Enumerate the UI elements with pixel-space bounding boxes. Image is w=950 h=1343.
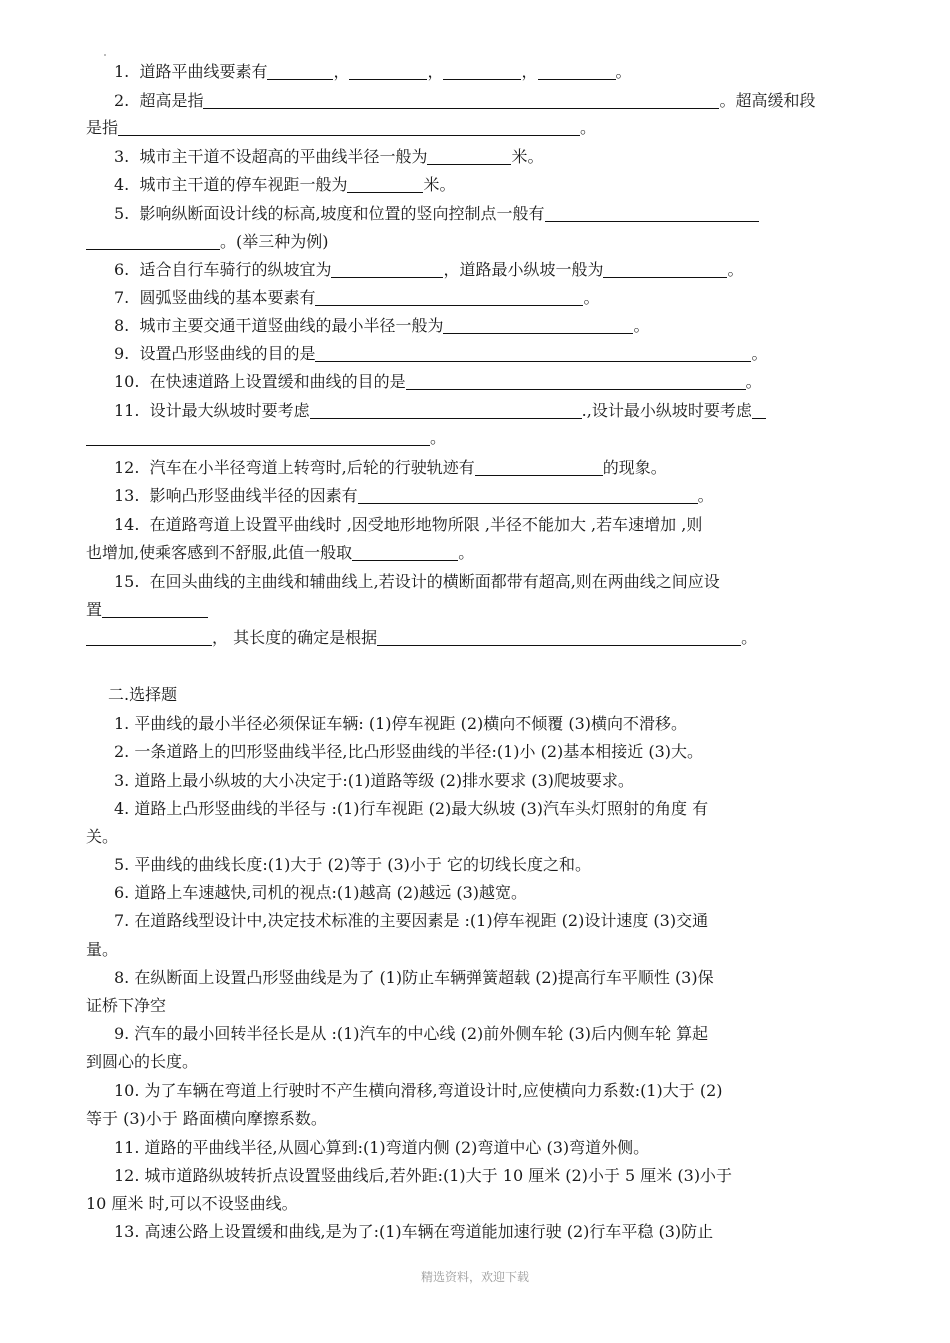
answer-blank[interactable]: [358, 487, 698, 504]
answer-blank[interactable]: [443, 317, 633, 334]
answer-blank[interactable]: [352, 544, 458, 561]
fill-question-15-cont: 置: [86, 599, 856, 621]
answer-blank[interactable]: [315, 345, 751, 362]
fill-question-1: 1. 道路平曲线要素有 ， ， ， 。: [114, 62, 632, 81]
choice-question-3: 3. 道路上最小纵坡的大小决定于:(1)道路等级 (2)排水要求 (3)爬坡要求。: [114, 771, 634, 790]
answer-blank[interactable]: [315, 289, 583, 306]
answer-blank[interactable]: [86, 629, 212, 646]
choice-question-8-cont: 证桥下净空: [86, 996, 167, 1015]
answer-blank[interactable]: [86, 429, 430, 446]
fill-question-10: 10. 在快速道路上设置缓和曲线的目的是 。: [114, 372, 762, 391]
answer-blank[interactable]: [475, 459, 603, 476]
answer-blank[interactable]: [310, 402, 582, 419]
fill-question-5-cont: 。(举三种为例): [86, 231, 856, 253]
choice-question-6: 6. 道路上车速越快,司机的视点:(1)越高 (2)越远 (3)越宽。: [114, 883, 527, 902]
fill-question-8: 8. 城市主要交通干道竖曲线的最小半径一般为 。: [114, 316, 650, 335]
answer-blank[interactable]: [752, 402, 766, 419]
answer-blank[interactable]: [443, 63, 521, 80]
answer-blank[interactable]: [538, 63, 616, 80]
choice-question-10-cont: 等于 (3)小于 路面横向摩擦系数。: [86, 1109, 327, 1128]
choice-question-10: 10. 为了车辆在弯道上行驶时不产生横向滑移,弯道设计时,应使横向力系数:(1)大于 (2): [114, 1081, 723, 1100]
answer-blank[interactable]: [427, 148, 511, 165]
fill-question-14: 14. 在道路弯道上设置平曲线时 ,因受地形地物所限 ,半径不能加大 ,若车速增加 ,则: [114, 515, 703, 534]
choice-question-11: 11. 道路的平曲线半径,从圆心算到:(1)弯道内侧 (2)弯道中心 (3)弯道外侧。: [114, 1138, 650, 1157]
answer-blank[interactable]: [203, 92, 719, 109]
fill-question-6: 6. 适合自行车骑行的纵坡宜为 ，道路最小纵坡一般为 。: [114, 260, 744, 279]
choice-question-12: 12. 城市道路纵坡转折点设置竖曲线后,若外距:(1)大于 10 厘米 (2)小于 5 厘米 (3)小于: [114, 1166, 733, 1185]
fill-question-3: 3. 城市主干道不设超高的平曲线半径一般为 米。: [114, 147, 544, 166]
choice-question-9-cont: 到圆心的长度。: [86, 1052, 199, 1071]
answer-blank[interactable]: [349, 63, 427, 80]
choice-question-2: 2. 一条道路上的凹形竖曲线半径,比凸形竖曲线的半径:(1)小 (2)基本相接近 (3)大。: [114, 742, 703, 761]
choice-question-12-cont: 10 厘米 时,可以不设竖曲线。: [86, 1194, 298, 1213]
fill-question-5: 5. 影响纵断面设计线的标高,坡度和位置的竖向控制点一般有: [86, 203, 856, 225]
fill-question-12: 12. 汽车在小半径弯道上转弯时,后轮的行驶轨迹有 的现象。: [114, 458, 667, 477]
answer-blank[interactable]: [406, 373, 746, 390]
choice-question-13: 13. 高速公路上设置缓和曲线,是为了:(1)车辆在弯道能加速行驶 (2)行车平稳 (3)防止: [114, 1222, 714, 1241]
choice-question-4: 4. 道路上凸形竖曲线的半径与 :(1)行车视距 (2)最大纵坡 (3)汽车头灯照射的角度 有: [114, 799, 709, 818]
fill-question-11-cont: 。: [86, 427, 856, 449]
answer-blank[interactable]: [545, 205, 759, 222]
fill-question-15: 15. 在回头曲线的主曲线和辅曲线上,若设计的横断面都带有超高,则在两曲线之间应设: [114, 572, 720, 591]
fill-question-2-cont: 是指 。: [86, 118, 597, 137]
choice-question-4-cont: 关。: [86, 827, 119, 846]
choice-question-5: 5. 平曲线的曲线长度:(1)大于 (2)等于 (3)小于 它的切线长度之和。: [114, 855, 591, 874]
answer-blank[interactable]: [377, 629, 741, 646]
fill-question-14-cont: 也增加,使乘客感到不舒服,此值一般取 。: [86, 543, 475, 562]
answer-blank[interactable]: [603, 261, 727, 278]
fill-question-13: 13. 影响凸形竖曲线半径的因素有 。: [114, 486, 714, 505]
fill-question-7: 7. 圆弧竖曲线的基本要素有 。: [114, 288, 600, 307]
choice-question-9: 9. 汽车的最小回转半径长是从 :(1)汽车的中心线 (2)前外侧车轮 (3)后内侧车轮 算起: [114, 1024, 709, 1043]
section-heading-choice: 二.选择题: [108, 685, 178, 704]
choice-question-7-cont: 量。: [86, 940, 119, 959]
fill-question-4: 4. 城市主干道的停车视距一般为 米。: [114, 175, 456, 194]
answer-blank[interactable]: [118, 119, 580, 136]
answer-blank[interactable]: [86, 233, 220, 250]
fill-question-2: 2. 超高是指 。超高缓和段: [114, 91, 816, 110]
answer-blank[interactable]: [331, 261, 443, 278]
answer-blank[interactable]: [347, 176, 423, 193]
fill-question-9: 9. 设置凸形竖曲线的目的是 。: [114, 344, 768, 363]
page-footer: 精选资料，欢迎下载: [420, 1270, 529, 1284]
answer-blank[interactable]: [267, 63, 333, 80]
fill-question-15-cont2: ， 其长度的确定是根据 。: [86, 627, 856, 649]
scan-mark: [104, 54, 106, 56]
choice-question-7: 7. 在道路线型设计中,决定技术标准的主要因素是 :(1)停车视距 (2)设计速度 (3)交通: [114, 911, 709, 930]
choice-question-1: 1. 平曲线的最小半径必须保证车辆: (1)停车视距 (2)横向不倾覆 (3)横向不滑移。: [114, 714, 687, 733]
answer-blank[interactable]: [102, 601, 208, 618]
fill-question-11: 11. 设计最大纵坡时要考虑 .,设计最小纵坡时要考虑: [86, 400, 856, 422]
choice-question-8: 8. 在纵断面上设置凸形竖曲线是为了 (1)防止车辆弹簧超载 (2)提高行车平顺性 (3)保: [114, 968, 714, 987]
